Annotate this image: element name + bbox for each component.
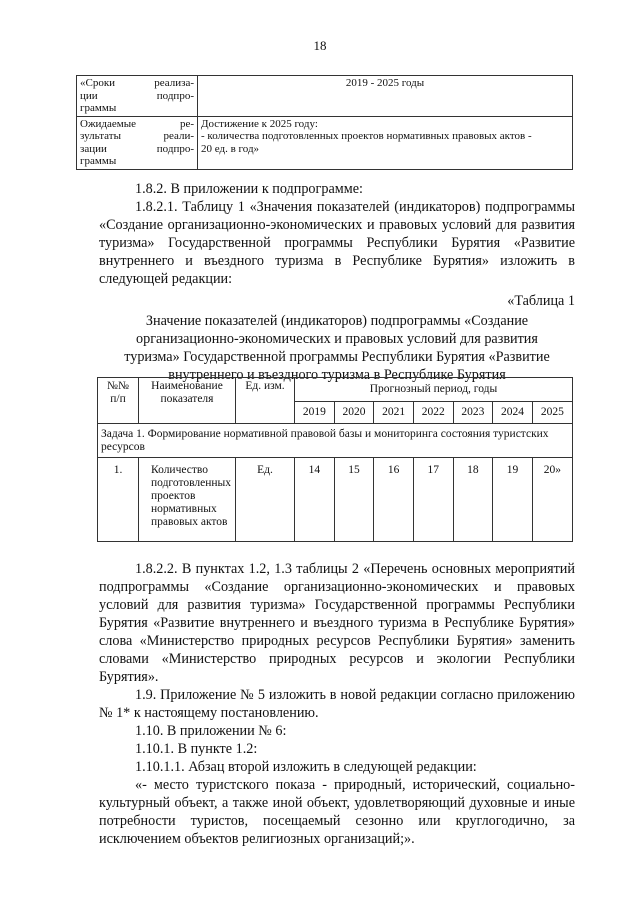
task-row bbox=[98, 424, 573, 458]
value-cell: 17 bbox=[413, 458, 453, 542]
value-cell: 20» bbox=[532, 458, 572, 542]
value-cell: 15 bbox=[334, 458, 374, 542]
cell-line: 2019 - 2025 годы bbox=[345, 77, 425, 89]
value-cell: 18 bbox=[453, 458, 493, 542]
cell-line: 20 ед. в год» bbox=[201, 142, 260, 155]
header-period: Прогнозный период, годы bbox=[295, 378, 573, 402]
paragraph: 1.8.2.2. В пунктах 1.2, 1.3 таблицы 2 «Перечень основных мероприятий подпрограммы «Создание организационно-экономических и правовых условий для развития туризма» Государственной программы Республики Бурятия «Развитие внутреннего и въездного туризма в Республике Бурятия» слова «Министерство природных ресурсов Республики Бурятия» заменить словами «Министерство природных ресурсов и экологии Республики Бурятия». bbox=[99, 561, 575, 685]
text-block-upper bbox=[99, 180, 575, 384]
cell-line: ции подпро- bbox=[80, 89, 194, 102]
table-row bbox=[98, 458, 573, 542]
year-cell: 2023 bbox=[453, 402, 493, 424]
cell-line: граммы bbox=[80, 155, 117, 167]
table-cell-value bbox=[198, 116, 573, 169]
row-name: Количество подготовленных проектов нормативных правовых актов bbox=[139, 458, 236, 542]
header-row bbox=[98, 378, 573, 402]
indicators-table bbox=[97, 377, 573, 542]
table-cell-label bbox=[77, 116, 198, 169]
table-row bbox=[77, 76, 573, 117]
value-cell: 14 bbox=[295, 458, 335, 542]
task-cell: Задача 1. Формирование нормативной правовой базы и мониторинга состояния туристских ресурсов bbox=[98, 424, 573, 458]
paragraph: «- место туристского показа - природный, исторический, социально-культурный объект, а также иной объект, удовлетворяющий духовные и иные потребности туристов, посещаемый сезонно или круглогодично, за исключением объектов религиозных организаций;». bbox=[99, 777, 575, 847]
paragraph: 1.8.2. В приложении к подпрограмме: bbox=[135, 181, 363, 197]
page-number: 18 bbox=[313, 38, 327, 53]
year-cell: 2022 bbox=[413, 402, 453, 424]
cell-line: «Сроки реализа- bbox=[80, 77, 194, 89]
cell-line: зультаты реали- bbox=[80, 130, 194, 142]
cell-line: Ожидаемые ре- bbox=[80, 117, 194, 130]
value-cell: 16 bbox=[374, 458, 414, 542]
paragraph: 1.10. В приложении № 6: bbox=[135, 723, 287, 739]
cell-line: - количества подготовленных проектов нормативных правовых актов - bbox=[201, 130, 532, 142]
year-cell: 2019 bbox=[295, 402, 335, 424]
paragraph: 1.10.1. В пункте 1.2: bbox=[135, 741, 258, 757]
paragraph: 1.8.2.1. Таблицу 1 «Значения показателей (индикаторов) подпрограммы «Создание организационно-экономических и правовых условий для развития туризма» Государственной программы Республики Бурятия «Развитие внутреннего и въездного туризма в Республике Бурятия» изложить в следующей редакции: bbox=[99, 199, 575, 287]
header-unit: Ед. изм. bbox=[236, 378, 295, 424]
text-block-lower bbox=[99, 560, 575, 848]
table-cell-value bbox=[198, 76, 573, 117]
header-name: Наименование показателя bbox=[139, 378, 236, 424]
cell-line: зации подпро- bbox=[80, 142, 194, 155]
cell-line: граммы bbox=[80, 102, 117, 114]
year-cell: 2024 bbox=[493, 402, 533, 424]
paragraph: 1.10.1.1. Абзац второй изложить в следующей редакции: bbox=[135, 759, 477, 775]
table-row bbox=[77, 116, 573, 169]
table-cell-label bbox=[77, 76, 198, 117]
cell-line: Достижение к 2025 году: bbox=[201, 117, 318, 130]
year-cell: 2025 bbox=[532, 402, 572, 424]
row-unit: Ед. bbox=[236, 458, 295, 542]
value-cell: 19 bbox=[493, 458, 533, 542]
year-cell: 2020 bbox=[334, 402, 374, 424]
year-cell: 2021 bbox=[374, 402, 414, 424]
table-caption: «Таблица 1 bbox=[507, 293, 575, 309]
paragraph: 1.9. Приложение № 5 изложить в новой редакции согласно приложению № 1* к настоящему постановлению. bbox=[99, 687, 575, 721]
header-num: №№ п/п bbox=[98, 378, 139, 424]
table-title: Значение показателей (индикаторов) подпрограммы «Создание организационно-экономических и правовых условий для развития туризма» Государственной программы Республики Бурятия «Развитие внутреннего и въездного туризма в Республике Бурятия bbox=[124, 313, 550, 383]
passport-table bbox=[76, 75, 573, 170]
row-num: 1. bbox=[98, 458, 139, 542]
